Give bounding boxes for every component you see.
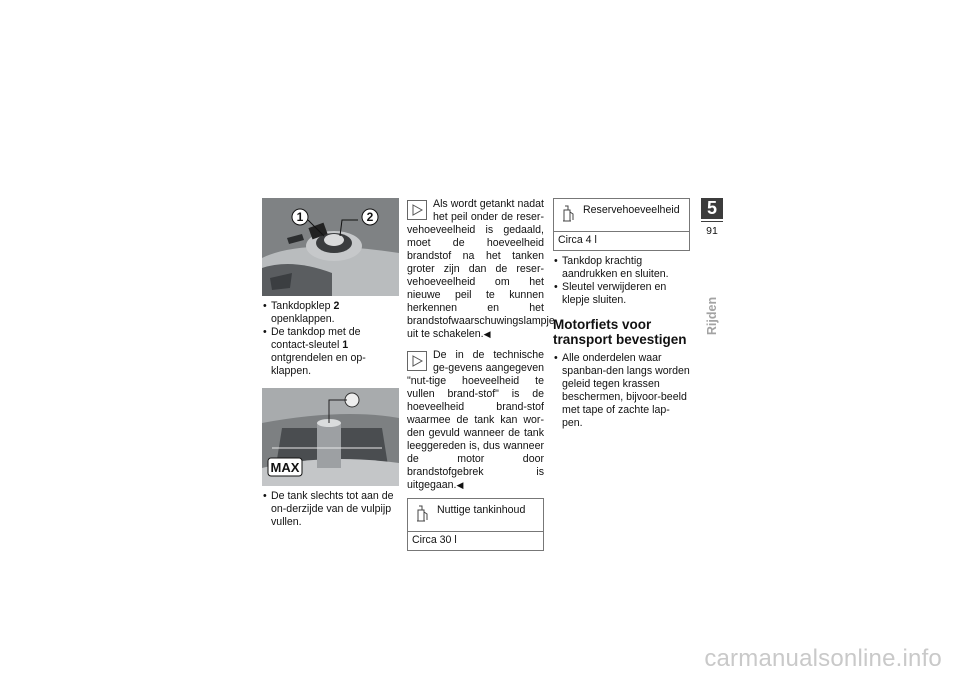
fuel-cap-illustration [262,198,399,296]
note-text: Als wordt getankt nadat het peil onder de reser-vehoeveelheid is gedaald, moet de hoeveelheid brandstof na het tanken groter zijn dan de reser-vehoeveelheid om het nieuwe peil te kunnen herkennen en het brandstofwaarschuwingslampje uit te schakelen. [407,198,555,340]
end-mark-icon: ◀ [483,329,491,339]
callout-1: 1 [296,210,304,224]
list-item: • Tankdopklep 2 openklappen. [262,300,400,326]
column-middle [407,198,555,551]
fuel-pump-icon [562,205,576,227]
section-title: Motorfiets voor transport bevestigen [553,317,687,347]
list-item: • Sleutel verwijderen en klepje sluiten. [553,281,690,307]
column-left [262,198,400,529]
page-number: 91 [706,225,718,237]
max-badge: MAX [270,460,300,475]
note-triangle-icon [407,200,427,220]
fuel-pump-icon [416,505,430,527]
note-triangle-icon [407,351,427,371]
infobox-label: Reservehoeveelheid [583,204,680,216]
list-item: • De tankdop met de contact-sleutel 1 ontgrendelen en op-klappen. [262,326,400,378]
filler-neck-illustration [262,388,399,486]
filler-neck-photo [262,388,399,486]
reserve-amount-box [553,198,690,251]
watermark: carmanualsonline.info [704,645,942,672]
callout-2: 2 [366,210,374,224]
tank-capacity-box [407,498,544,551]
end-mark-icon: ◀ [456,480,464,490]
list-item: • Alle onderdelen waar spanban-den langs worden geleid tegen krassen beschermen, bijvoor-beeld met tape of zachte lap-pen. [553,352,690,430]
list-item: • Tankdop krachtig aandrukken en sluiten. [553,255,690,281]
infobox-value: Circa 30 l [412,534,457,546]
instruction-list-2 [262,490,400,529]
list-item: • De tank slechts tot aan de on-derzijde van de vulpijp vullen. [262,490,400,529]
column-right [553,198,690,430]
infobox-value: Circa 4 l [558,234,597,246]
chapter-divider [701,221,723,222]
note-capacity [407,349,544,492]
infobox-label: Nuttige tankinhoud [437,504,526,516]
instruction-list-4 [553,352,690,430]
note-text: De in de technische ge-gevens aangegeven "nut-tige hoeveelheid te vullen brand-stof" is de hoeveelheid brand-stof waarmee de tank kan wor-den gevuld wanneer de tank leeggereden is, dus wanneer de motor door brandstofgebrek is uitgegaan. [407,349,544,491]
instruction-list-1 [262,300,400,378]
chapter-label: Rijden [705,296,719,336]
note-reserve [407,198,555,341]
instruction-list-3 [553,255,690,307]
fuel-cap-photo [262,198,399,296]
chapter-number: 5 [701,198,723,219]
